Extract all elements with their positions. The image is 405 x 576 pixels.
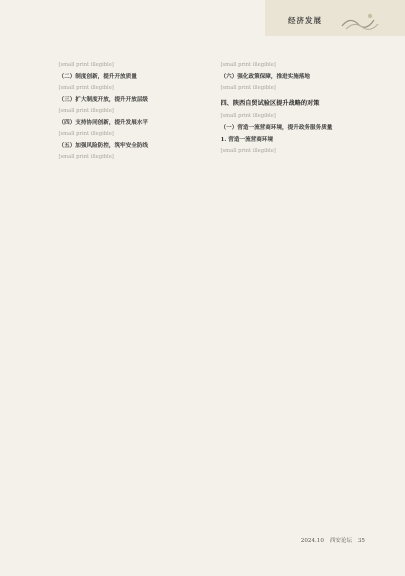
decorative-waves-icon [340, 10, 380, 32]
issue-date: 2024.10 [300, 538, 324, 544]
magazine-name: 西安论坛 [329, 538, 353, 544]
section-title: 四、陕西自贸试验区提升战略的对策 [220, 100, 320, 107]
header-band [265, 0, 405, 36]
subsection-heading: （六）强化政策保障，推进实施落地 [220, 74, 311, 80]
column-title: 经济发展 [288, 16, 322, 25]
illegible-paragraph: [small print illegible] [58, 85, 114, 91]
subsection-heading: （五）加强风险防控，筑牢安全防线 [58, 143, 149, 149]
illegible-paragraph: [small print illegible] [58, 154, 114, 160]
illegible-paragraph: [small print illegible] [58, 131, 114, 137]
illegible-paragraph: [small print illegible] [220, 62, 276, 68]
page-number: 35 [357, 538, 365, 544]
illegible-paragraph: [small print illegible] [58, 62, 114, 68]
illegible-paragraph: [small print illegible] [220, 148, 276, 154]
illegible-paragraph: [small print illegible] [58, 108, 114, 114]
subsection-heading: （一）营造一流营商环境，提升政务服务质量 [220, 125, 333, 131]
left-column [48, 60, 194, 538]
subsection-heading: （三）扩大制度开放，提升开放层级 [58, 97, 149, 103]
illegible-paragraph: [small print illegible] [220, 85, 276, 91]
subsection-heading: （四）支持协同创新，提升发展水平 [58, 120, 149, 126]
right-column [210, 60, 356, 538]
subsection-heading: （二）制度创新，提升开放质量 [58, 74, 137, 80]
numbered-heading: 1. 营造一流营商环境 [220, 137, 274, 143]
illegible-paragraph: [small print illegible] [220, 113, 276, 119]
page-footer [297, 536, 365, 544]
